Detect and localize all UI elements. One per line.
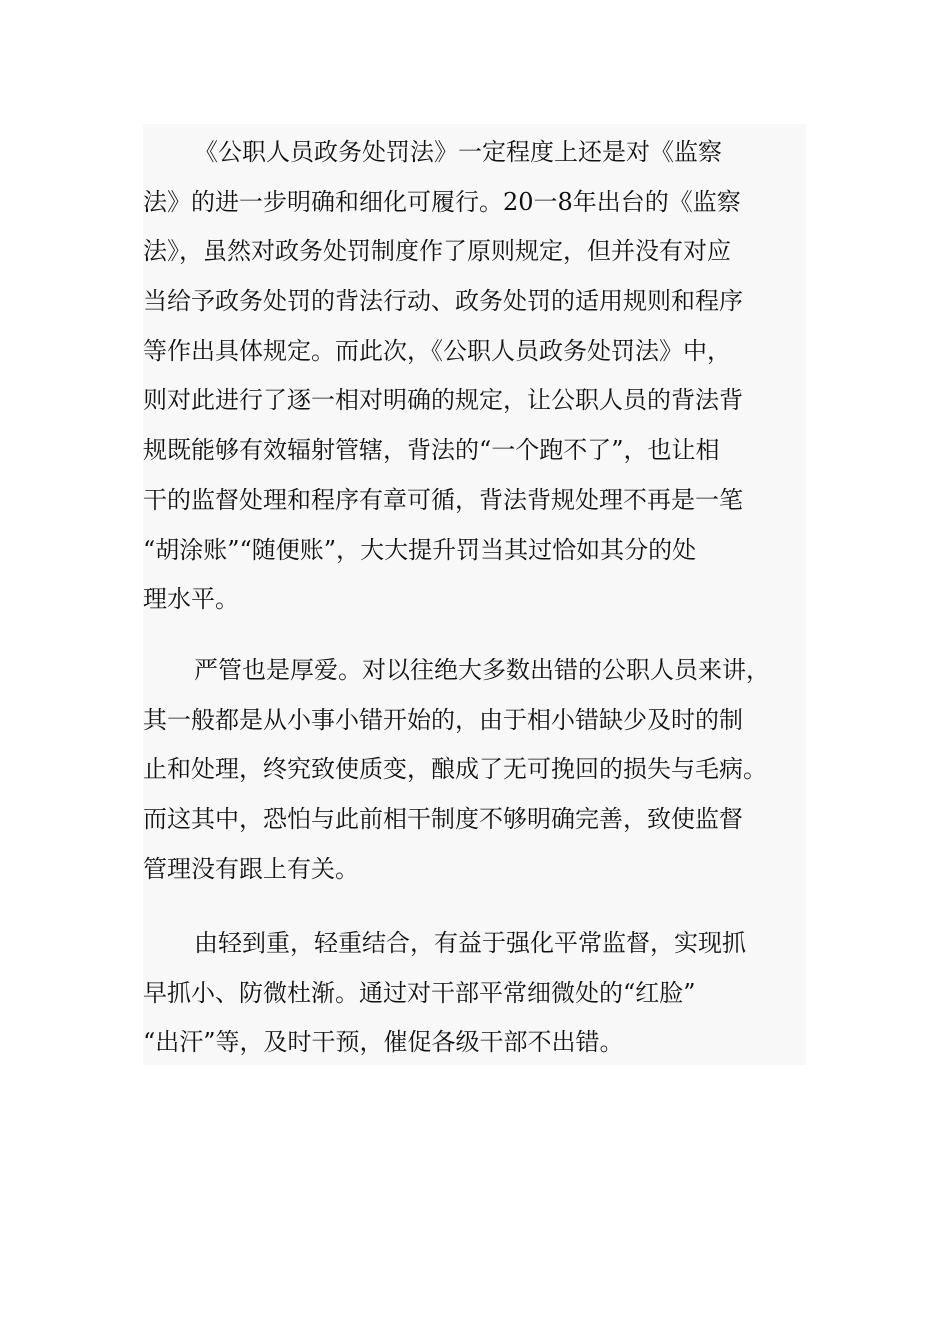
paragraph-line: 管理没有跟上有关。 <box>143 854 359 883</box>
paragraph-line: 早抓小、防微杜渐。通过对干部平常细微处的“红脸” <box>143 978 696 1007</box>
paragraph-line: 法》，虽然对政务处罚制度作了原则规定，但并没有对应 <box>143 237 731 266</box>
paragraph-line: 《公职人员政务处罚法》一定程度上还是对《监察 <box>194 138 722 166</box>
paragraph-line: 则对此进行了逐一相对明确的规定，让公职人员的背法背 <box>143 386 743 415</box>
paragraph-line: 理水平。 <box>143 585 239 614</box>
paragraph-2 <box>143 646 806 894</box>
paragraph-line: 干的监督处理和程序有章可循，背法背规处理不再是一笔 <box>143 485 743 514</box>
paragraph-3 <box>143 919 806 1068</box>
paragraph-1 <box>143 128 806 625</box>
paragraph-line: 严管也是厚爱。对以往绝大多数出错的公职人员来讲， <box>194 656 770 684</box>
paragraph-line: 其一般都是从小事小错开始的，由于相小错缺少及时的制 <box>143 705 743 734</box>
paragraph-line: 当给予政务处罚的背法行动、政务处罚的适用规则和程序 <box>143 287 743 316</box>
document-text-block <box>143 124 806 1065</box>
paragraph-line: 等作出具体规定。而此次，《公职人员政务处罚法》中， <box>143 336 731 365</box>
paragraph-line: “出汗”等，及时干预，催促各级干部不出错。 <box>143 1028 624 1057</box>
paragraph-line: 法》的进一步明确和细化可履行。20一8年出台的《监察 <box>143 187 741 216</box>
paragraph-line: 由轻到重，轻重结合，有益于强化平常监督，实现抓 <box>194 929 746 957</box>
paragraph-line: “胡涂账”“随便账”，大大提升罚当其过恰如其分的处 <box>143 535 697 564</box>
paragraph-line: 规既能够有效辐射管辖，背法的“一个跑不了”，也让相 <box>143 436 720 465</box>
paragraph-line: 而这其中，恐怕与此前相干制度不够明确完善，致使监督 <box>143 805 743 834</box>
paragraph-line: 止和处理，终究致使质变，酿成了无可挽回的损失与毛病。 <box>143 755 767 784</box>
